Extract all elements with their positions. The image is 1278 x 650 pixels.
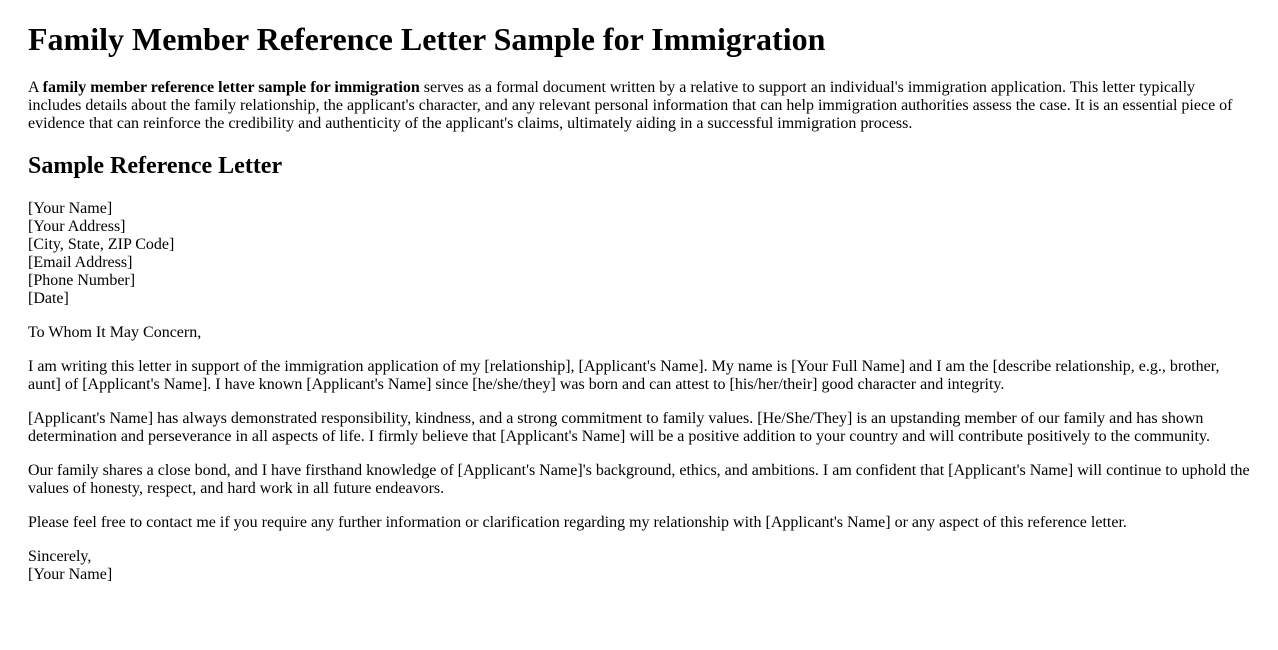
letter-closing-block [28, 548, 1250, 584]
intro-paragraph [28, 79, 1250, 133]
page-title: Family Member Reference Letter Sample for Immigration [28, 21, 826, 57]
letter-salutation: To Whom It May Concern, [28, 324, 202, 341]
letter-header-your-address: [Your Address] [28, 218, 126, 235]
letter-closing-sincerely: Sincerely, [28, 548, 92, 565]
intro-lead-text: A [28, 79, 43, 96]
letter-header-your-name: [Your Name] [28, 200, 113, 217]
intro-bold-keyphrase: family member reference letter sample for immigration [42, 79, 420, 96]
intro-rest-text: serves as a formal document written by a relative to support an individual's immigration application. This letter typically includes details about the family relationship, the applicant's character, and any relevant personal information that can help immigration authorities assess the case. It is an essential piece of evidence that can reinforce the credibility and authenticity of the applicant's claims, ultimately aiding in a successful immigration process. [28, 79, 1233, 132]
letter-header-phone: [Phone Number] [28, 272, 136, 289]
letter-closing-your-name: [Your Name] [28, 566, 113, 583]
letter-paragraph-2: [Applicant's Name] has always demonstrated responsibility, kindness, and a strong commitment to family values. [He/She/They] is an upstanding member of our family and has shown determination and perseverance in all aspects of life. I firmly believe that [Applicant's Name] will be a positive addition to your country and will contribute positively to the community. [28, 410, 1210, 445]
letter-paragraph-3: Our family shares a close bond, and I have firsthand knowledge of [Applicant's Name]'s background, ethics, and ambitions. I am confident that [Applicant's Name] will continue to uphold the values of honesty, respect, and hard work in all future endeavors. [28, 462, 1250, 497]
document-page [28, 21, 1250, 584]
letter-header-email: [Email Address] [28, 254, 133, 271]
letter-header-city-state-zip: [City, State, ZIP Code] [28, 236, 175, 253]
letter-paragraph-4: Please feel free to contact me if you require any further information or clarification regarding my relationship with [Applicant's Name] or any aspect of this reference letter. [28, 514, 1127, 531]
letter-header-date: [Date] [28, 290, 69, 307]
letter-paragraph-1: I am writing this letter in support of the immigration application of my [relationship], [Applicant's Name]. My name is [Your Full Name] and I am the [describe relationship, e.g., brother, aunt] of [Applicant's Name]. I have known [Applicant's Name] since [he/she/they] was born and can attest to [his/her/their] good character and integrity. [28, 358, 1220, 393]
section-heading: Sample Reference Letter [28, 153, 283, 179]
letter-header-block [28, 200, 1250, 308]
